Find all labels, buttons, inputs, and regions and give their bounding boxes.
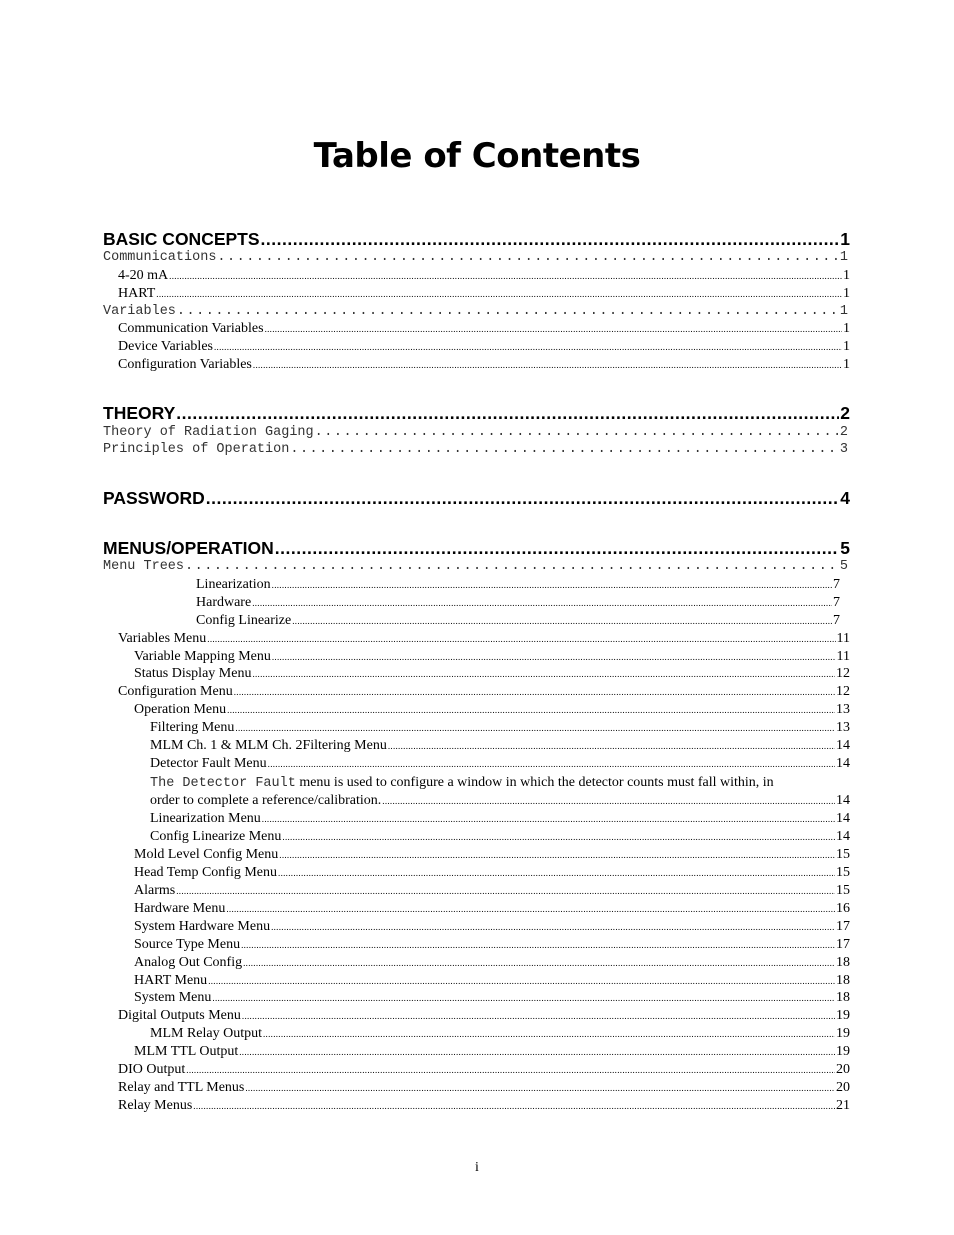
toc-label: Configuration Menu [118,684,233,699]
toc-entry[interactable] [134,702,850,718]
toc-label: MENUS/OPERATION [103,538,274,558]
toc-label: Hardware [196,595,252,610]
toc-entry[interactable] [103,538,850,559]
dot-leader [245,1083,835,1093]
toc-label: System Hardware Menu [134,919,271,934]
dot-leader [217,250,838,265]
dot-leader [239,1047,835,1057]
toc-label: Operation Menu [134,702,227,717]
dot-leader [214,342,842,352]
dot-leader [226,904,835,914]
toc-label: Analog Out Config [134,955,243,970]
toc-entry[interactable] [103,559,848,574]
dot-leader [292,616,832,626]
toc-page: 15 [836,847,850,862]
toc-label: Variable Mapping Menu [134,649,271,664]
wrapped-text: menu is used to configure a window in which the detector counts must fall within, in [295,775,774,790]
dot-leader [290,442,839,457]
toc-page: 14 [836,738,850,753]
dot-leader [186,1065,835,1075]
toc-page: 2 [839,425,848,440]
toc-entry[interactable] [134,649,850,665]
toc-label: MLM Relay Output [150,1026,262,1041]
toc-page: 18 [836,973,850,988]
dot-leader [279,850,835,860]
toc-entry[interactable] [118,1080,850,1096]
toc-label: Communications [103,250,217,265]
toc-label: Configuration Variables [118,357,252,372]
dot-leader [271,922,835,932]
toc-label: Variables Menu [118,631,207,646]
toc-entry[interactable] [134,973,850,989]
dot-leader [253,360,842,370]
toc-page: 20 [836,1080,850,1095]
toc-entry[interactable] [134,990,850,1006]
toc-entry[interactable] [118,321,850,337]
toc-entry[interactable] [134,883,850,899]
toc-page: 1 [843,268,850,283]
toc-page: 1 [843,357,850,372]
dot-leader [156,289,842,299]
toc-entry[interactable] [134,901,850,917]
toc-page: 1 [843,286,850,301]
toc-page: 17 [836,937,850,952]
toc-label: Mold Level Config Menu [134,847,279,862]
toc-label: Linearization Menu [150,811,261,826]
toc-entry[interactable] [134,919,850,935]
toc-entry[interactable] [150,756,850,772]
toc-entry[interactable] [118,286,850,302]
toc-page: 4 [840,488,850,508]
code-text: The Detector Fault [150,776,296,791]
toc-label: HART [118,286,156,301]
toc-entry[interactable] [150,829,850,845]
toc-entry[interactable] [103,304,848,319]
toc-page: 13 [836,720,850,735]
toc-label: THEORY [103,403,176,423]
dot-leader [382,796,835,806]
toc-entry[interactable] [150,811,850,827]
toc-label: Theory of Radiation Gaging [103,425,314,440]
dot-leader [242,1011,835,1021]
toc-page: 1 [843,321,850,336]
toc-entry[interactable] [150,1026,850,1042]
toc-entry[interactable] [103,488,850,509]
toc-page: 13 [836,702,850,717]
toc-label: MLM TTL Output [134,1044,239,1059]
toc-page: 3 [839,442,848,457]
dot-leader [272,580,832,590]
toc-label: order to complete a reference/calibration. [150,793,382,808]
toc-page: 5 [839,559,848,574]
toc-label: Hardware Menu [134,901,226,916]
toc-label: Status Display Menu [134,666,252,681]
toc-entry[interactable] [103,250,848,265]
toc-entry[interactable] [118,357,850,373]
toc-label: Filtering Menu [150,720,235,735]
page-title: Table of Contents [313,136,641,176]
toc-entry[interactable] [196,595,840,611]
toc-page: 14 [836,811,850,826]
toc-entry[interactable] [118,1062,850,1078]
toc-page: 14 [836,793,850,808]
toc-label: Communication Variables [118,321,264,336]
toc-page: 19 [836,1008,850,1023]
toc-entry[interactable] [196,577,840,593]
dot-leader [262,814,835,824]
toc-label: 4-20 mA [118,268,169,283]
dot-leader [388,741,835,751]
dot-leader [243,958,835,968]
toc-page: 1 [843,339,850,354]
dot-leader [315,425,839,440]
toc-label: BASIC CONCEPTS [103,229,260,249]
toc-page: 14 [836,829,850,844]
toc-entry[interactable] [134,955,850,971]
toc-entry-wrapped[interactable] [150,775,860,791]
toc-page: 15 [836,865,850,880]
toc-label: Head Temp Config Menu [134,865,278,880]
toc-label: Digital Outputs Menu [118,1008,241,1023]
dot-leader [177,304,839,319]
dot-leader [207,634,835,644]
dot-leader [268,759,835,769]
page-number: i [475,1160,479,1175]
dot-leader [272,652,836,662]
toc-entry[interactable] [134,937,850,953]
toc-entry[interactable] [134,865,850,881]
toc-label: Variables [103,304,176,319]
toc-label: Menu Trees [103,559,185,574]
toc-label: Config Linearize Menu [150,829,282,844]
toc-entry[interactable] [118,268,850,284]
dot-leader [193,1101,835,1111]
dot-leader [282,832,835,842]
toc-page: 11 [836,631,850,646]
dot-leader [169,271,842,281]
toc-entry[interactable] [150,720,850,736]
toc-page: 19 [836,1026,850,1041]
toc-page: 12 [836,684,850,699]
toc-page: 18 [836,955,850,970]
dot-leader [185,559,839,574]
toc-page: 7 [833,595,840,610]
toc-page: 15 [836,883,850,898]
dot-leader [206,488,840,509]
toc-page: 2 [840,403,850,423]
dot-leader [261,229,840,250]
toc-page: 12 [836,666,850,681]
toc-entry[interactable] [150,738,850,754]
dot-leader [234,687,835,697]
toc-label: Linearization [196,577,271,592]
toc-page: 1 [840,229,850,249]
toc-entry[interactable] [103,442,848,457]
toc-entry[interactable] [134,666,850,682]
toc-page: 11 [836,649,850,664]
toc-page: 7 [833,613,840,628]
toc-page: 19 [836,1044,850,1059]
toc-entry[interactable] [118,684,850,700]
toc-page: 17 [836,919,850,934]
dot-leader [208,976,835,986]
toc-label: Principles of Operation [103,442,290,457]
toc-entry[interactable] [103,229,850,250]
toc-label: System Menu [134,990,212,1005]
dot-leader [176,403,839,424]
toc-entry[interactable] [103,425,848,440]
dot-leader [252,669,835,679]
dot-leader [252,598,832,608]
dot-leader [235,723,835,733]
toc-label: PASSWORD [103,488,205,508]
toc-entry[interactable] [118,1008,850,1024]
toc-entry[interactable] [134,847,850,863]
toc-entry[interactable] [103,403,850,424]
toc-page: 21 [836,1098,850,1113]
dot-leader [212,993,835,1003]
toc-page: 1 [839,304,848,319]
dot-leader [275,538,839,559]
toc-label: Relay and TTL Menus [118,1080,245,1095]
toc-label: Alarms [134,883,176,898]
toc-page: 1 [839,250,848,265]
toc-page: 14 [836,756,850,771]
dot-leader [265,324,842,334]
toc-label: Detector Fault Menu [150,756,267,771]
toc-page: 20 [836,1062,850,1077]
toc-label: Source Type Menu [134,937,241,952]
toc-page: 18 [836,990,850,1005]
toc-label: Device Variables [118,339,213,354]
toc-label: MLM Ch. 1 & MLM Ch. 2Filtering Menu [150,738,387,753]
toc-entry[interactable] [118,631,850,647]
toc-label: Relay Menus [118,1098,193,1113]
toc-label: DIO Output [118,1062,186,1077]
dot-leader [278,868,835,878]
toc-entry[interactable] [134,1044,850,1060]
toc-entry[interactable] [196,613,840,629]
toc-entry[interactable] [150,793,850,809]
toc-page: 16 [836,901,850,916]
dot-leader [241,940,835,950]
toc-entry[interactable] [118,1098,850,1114]
dot-leader [263,1029,835,1039]
toc-label: HART Menu [134,973,208,988]
toc-label: Config Linearize [196,613,292,628]
toc-page: 7 [833,577,840,592]
toc-page: 5 [840,538,850,558]
toc-entry[interactable] [118,339,850,355]
dot-leader [227,705,835,715]
dot-leader [176,886,835,896]
